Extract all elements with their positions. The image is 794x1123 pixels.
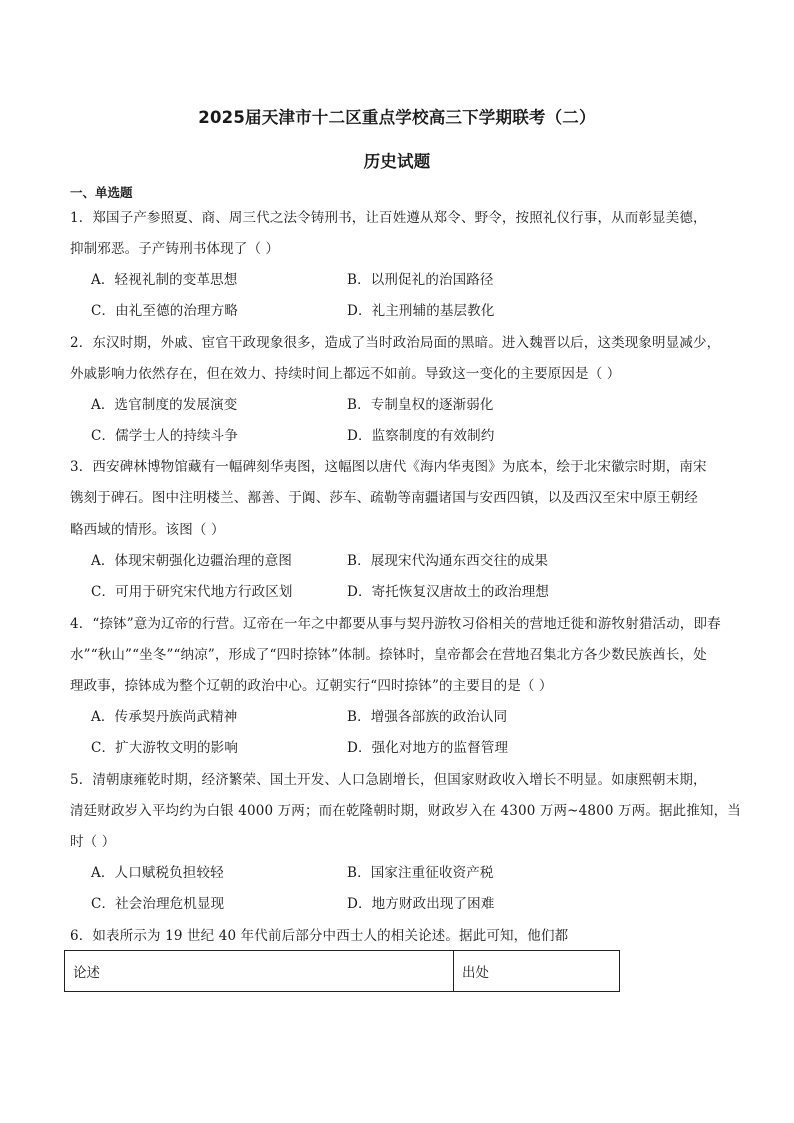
question-text-line: 2．东汉时期，外戚、宦官干政现象很多，造成了当时政治局面的黑暗。进入魏晋以后，这类现象明显减少， bbox=[70, 335, 721, 351]
question-text-line: 4．“捺钵”意为辽帝的行营。辽帝在一年之中都要从事与契丹游牧习俗相关的营地迁徙和游牧射猎活动，即春 bbox=[70, 616, 721, 632]
table-header-cell: 论述 bbox=[65, 951, 454, 992]
option-c: C．扩大游牧文明的影响 bbox=[91, 740, 238, 756]
quote-table bbox=[64, 950, 620, 992]
option-b: B．国家注重征收资产税 bbox=[347, 865, 494, 881]
option-b: B．专制皇权的逐渐弱化 bbox=[347, 397, 494, 413]
option-d: D．强化对地方的监督管理 bbox=[347, 740, 509, 756]
exam-title: 2025届天津市十二区重点学校高三下学期联考（二） bbox=[198, 108, 596, 127]
option-c: C．由礼至德的治理方略 bbox=[91, 303, 238, 319]
option-c: C．儒学士人的持续斗争 bbox=[91, 428, 238, 444]
question-text-line: 镌刻于碑石。图中注明楼兰、鄯善、于阗、莎车、疏勒等南疆诸国与安西四镇，以及西汉至宋中原王朝经 bbox=[70, 490, 698, 506]
table-header-cell: 出处 bbox=[454, 951, 620, 992]
option-c: C．可用于研究宋代地方行政区划 bbox=[91, 584, 293, 600]
question-text-line: 6．如表所示为 19 世纪 40 年代前后部分中西士人的相关论述。据此可知，他们都 bbox=[70, 928, 569, 944]
option-d: D．寄托恢复汉唐故土的政治理想 bbox=[347, 584, 550, 600]
section-heading: 一、单选题 bbox=[70, 185, 133, 200]
question-text-line: 1．郑国子产参照夏、商、周三代之法令铸刑书，让百姓遵从郑令、野令，按照礼仪行事，从而彰显美德， bbox=[70, 210, 707, 226]
option-a: A．人口赋税负担较轻 bbox=[91, 865, 224, 881]
option-a: A．体现宋朝强化边疆治理的意图 bbox=[91, 553, 292, 569]
option-b: B．增强各部族的政治认同 bbox=[347, 709, 508, 725]
option-d: D．礼主刑辅的基层教化 bbox=[347, 303, 495, 319]
option-a: A．轻视礼制的变革思想 bbox=[91, 272, 238, 288]
question-text-line: 外戚影响力依然存在，但在效力、持续时间上都远不如前。导致这一变化的主要原因是（ ） bbox=[70, 366, 621, 382]
question-text-line: 抑制邪恶。子产铸刑书体现了（ ） bbox=[70, 241, 280, 257]
question-text-line: 清廷财政岁入平均约为白银 4000 万两；而在乾隆朝时期，财政岁入在 4300 万两~4800 万两。据此推知，当 bbox=[70, 803, 741, 819]
option-b: B．展现宋代沟通东西交往的成果 bbox=[347, 553, 549, 569]
option-d: D．监察制度的有效制约 bbox=[347, 428, 495, 444]
exam-subtitle: 历史试题 bbox=[363, 152, 431, 171]
question-text-line: 时（ ） bbox=[70, 834, 116, 850]
option-a: A．选官制度的发展演变 bbox=[91, 397, 238, 413]
table-header-row bbox=[65, 951, 620, 992]
option-b: B．以刑促礼的治国路径 bbox=[347, 272, 494, 288]
question-text-line: 3．西安碑林博物馆藏有一幅碑刻华夷图，这幅图以唐代《海内华夷图》为底本，绘于北宋徽宗时期，南宋 bbox=[70, 459, 707, 475]
option-c: C．社会治理危机显现 bbox=[91, 896, 225, 912]
question-text-line: 5．清朝康雍乾时期，经济繁荣、国土开发、人口急剧增长，但国家财政收入增长不明显。如康熙朝末期， bbox=[70, 772, 707, 788]
question-text-line: 略西域的情形。该图（ ） bbox=[70, 522, 225, 538]
question-text-line: 理政事，捺钵成为整个辽朝的政治中心。辽朝实行“四时捺钵”的主要目的是（ ） bbox=[70, 678, 553, 694]
question-text-line: 水”“秋山”“坐冬”“纳凉”，形成了“四时捺钵”体制。捺钵时，皇帝都会在营地召集北方各少数民族酋长，处 bbox=[70, 647, 707, 663]
option-a: A．传承契丹族尚武精神 bbox=[91, 709, 238, 725]
option-d: D．地方财政出现了困难 bbox=[347, 896, 495, 912]
